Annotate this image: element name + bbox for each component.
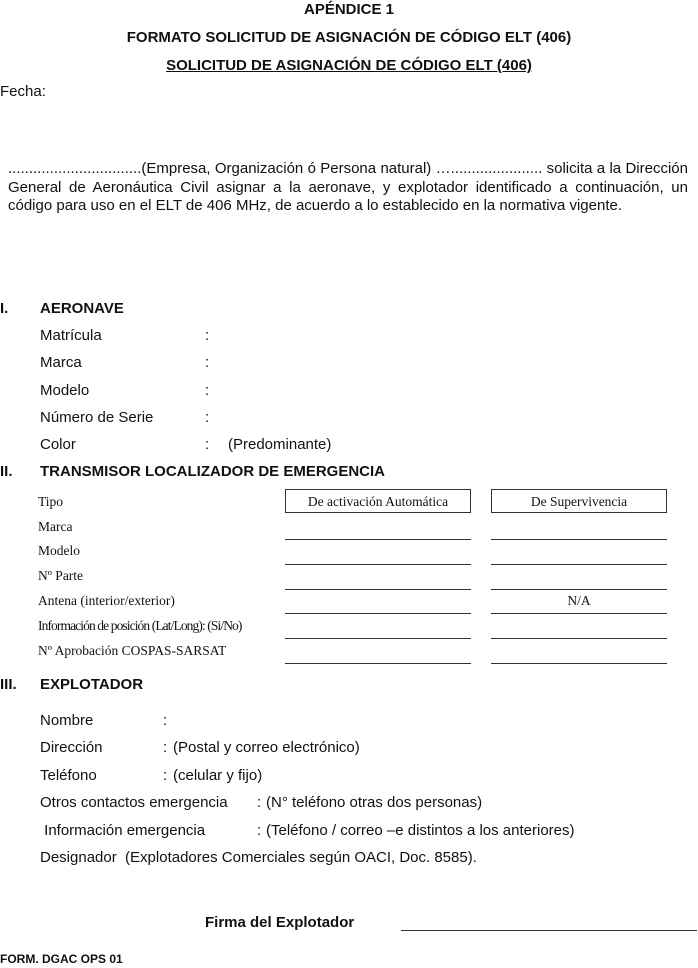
date-label: Fecha: — [0, 83, 46, 100]
antena-survival-value: N/A — [567, 593, 591, 608]
field-colon: : — [205, 382, 210, 399]
input-line-parte-surv[interactable] — [491, 589, 667, 590]
field-label-color: Color — [40, 436, 76, 453]
field-colon: : — [257, 822, 262, 839]
designator-text: Designador (Explotadores Comerciales según OACI, Doc. 8585). — [40, 849, 477, 866]
field-label-info-emergencia: Información emergencia — [40, 822, 206, 839]
field-label-marca: Marca — [40, 354, 82, 371]
field-label-matricula: Matrícula — [40, 327, 102, 344]
input-line-posicion-auto[interactable] — [285, 638, 471, 639]
intro-paragraph: ................................(Empresa, Organización ó Persona natural) …...................... solicita a la Dirección General de Aeronáutica Civil asignar a la aeronave, y explotador identificado a continuación, un código para uso en el ELT de 406 MHz, de acuerdo a lo establecido en la normativa vigente. — [8, 160, 688, 214]
field-label-modelo: Modelo — [40, 382, 90, 399]
field-colon: : — [163, 712, 168, 729]
form-title: FORMATO SOLICITUD DE ASIGNACIÓN DE CÓDIGO ELT (406) — [126, 29, 572, 46]
input-line-aprobacion-surv[interactable] — [491, 663, 667, 664]
field-label-telefono: Teléfono — [40, 767, 97, 784]
field-label-otros-contactos: Otros contactos emergencia — [40, 794, 228, 811]
appendix-heading: APÉNDICE 1 — [303, 1, 395, 18]
row-label-marca: Marca — [38, 519, 73, 534]
input-line-posicion-surv[interactable] — [491, 638, 667, 639]
input-line-modelo-auto[interactable] — [285, 564, 471, 565]
row-label-aprobacion: Nº Aprobación COSPAS-SARSAT — [38, 643, 227, 658]
field-colon: : — [205, 409, 210, 426]
row-label-antena: Antena (interior/exterior) — [38, 593, 175, 608]
field-label-nombre: Nombre — [40, 712, 94, 729]
section2-title: TRANSMISOR LOCALIZADOR DE EMERGENCIA — [40, 463, 385, 480]
field-colon: : — [163, 739, 168, 756]
field-colon: : — [205, 354, 210, 371]
input-line-antena-surv[interactable] — [491, 613, 667, 614]
input-line-marca-auto[interactable] — [285, 539, 471, 540]
input-line-aprobacion-auto[interactable] — [285, 663, 471, 664]
section1-title: AERONAVE — [40, 300, 124, 317]
section3-title: EXPLOTADOR — [40, 676, 144, 693]
signature-line[interactable] — [401, 930, 697, 931]
section1-number: I. — [0, 300, 9, 317]
input-line-marca-surv[interactable] — [491, 539, 667, 540]
field-value-direccion: (Postal y correo electrónico) — [173, 739, 360, 756]
field-colon: : — [163, 767, 168, 784]
field-value-telefono: (celular y fijo) — [173, 767, 263, 784]
field-colon: : — [205, 327, 210, 344]
row-label-tipo: Tipo — [38, 494, 64, 509]
input-line-modelo-surv[interactable] — [491, 564, 667, 565]
field-value-otros-contactos: (N° teléfono otras dos personas) — [266, 794, 483, 811]
row-label-parte: Nº Parte — [38, 568, 84, 583]
section2-number: II. — [0, 463, 13, 480]
field-colon: : — [257, 794, 262, 811]
field-value-info-emergencia: (Teléfono / correo –e distintos a los anteriores) — [266, 822, 575, 839]
column-header-survival: De Supervivencia — [491, 489, 667, 513]
input-line-parte-auto[interactable] — [285, 589, 471, 590]
form-code: FORM. DGAC OPS 01 — [0, 952, 123, 966]
field-colon: : — [205, 436, 210, 453]
form-subtitle: SOLICITUD DE ASIGNACIÓN DE CÓDIGO ELT (406) — [166, 57, 532, 74]
row-label-modelo: Modelo — [38, 543, 80, 558]
row-label-posicion: Información de posición (Lat/Long): (Si/No) — [38, 618, 242, 633]
field-label-serie: Número de Serie — [40, 409, 154, 426]
field-label-direccion: Dirección — [40, 739, 103, 756]
field-value-color: (Predominante) — [228, 436, 332, 453]
signature-label: Firma del Explotador — [205, 914, 355, 931]
section3-number: III. — [0, 676, 17, 693]
column-header-automatic: De activación Automática — [285, 489, 471, 513]
input-line-antena-auto[interactable] — [285, 613, 471, 614]
